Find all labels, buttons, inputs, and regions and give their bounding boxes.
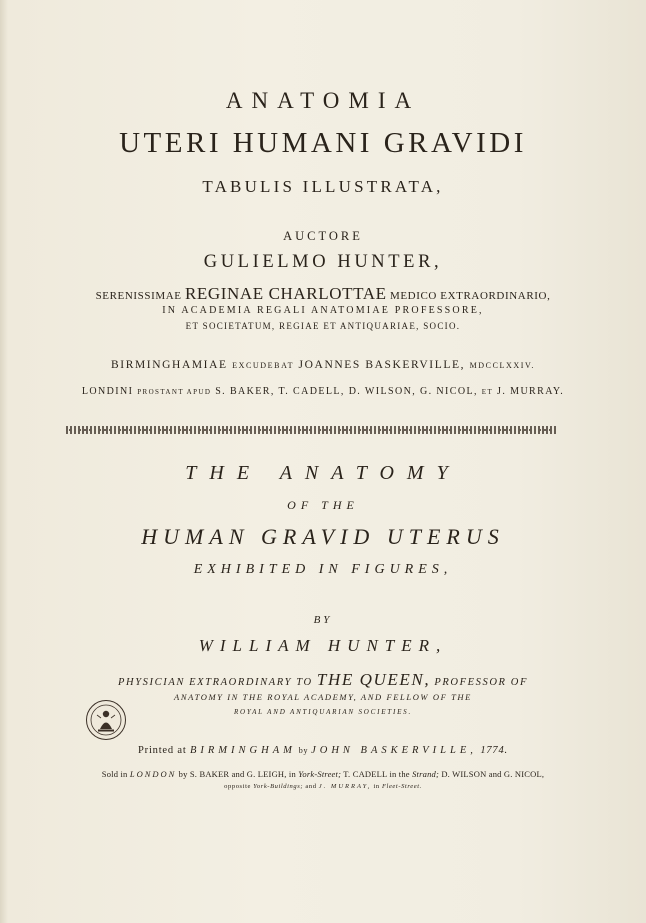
english-credential-part-3: PROFESSOR OF — [430, 677, 528, 688]
english-credential-line-1 — [0, 670, 646, 690]
library-stamp-icon — [86, 700, 126, 740]
latin-credential-part-1: SERENISSIMAE — [95, 290, 185, 302]
english-title-line-3: HUMAN GRAVID UTERUS — [141, 524, 505, 549]
english-credential-line-3: ROYAL AND ANTIQUARIAN SOCIETIES. — [233, 708, 413, 716]
latin-title-line-3: TABULIS ILLUSTRATA, — [202, 177, 444, 196]
english-credential-part-1: PHYSICIAN EXTRAORDINARY TO — [118, 677, 317, 688]
latin-auctore: AUCTORE — [283, 229, 363, 243]
english-imprint-place: BIRMINGHAM — [189, 745, 296, 756]
english-sellers-cadell: T. CADELL in the — [341, 769, 413, 779]
latin-credential-part-2: REGINAE CHARLOTTAE — [184, 284, 387, 303]
latin-sellers-verb: PROSTANT APUD — [137, 388, 212, 396]
english-sellers-names: by S. BAKER and G. LEIGH, in — [176, 769, 299, 779]
english-credential-line-2: ANATOMY IN THE ROYAL ACADEMY, AND FELLOW OF THE — [174, 692, 472, 702]
latin-title-line-1: ANATOMIA — [225, 88, 421, 113]
english-imprint-printed: Printed at — [138, 745, 190, 756]
english-york-buildings: York-Buildings; — [253, 783, 304, 790]
english-sellers-place: LONDON — [129, 769, 177, 779]
english-imprint-by: by — [295, 746, 312, 755]
english-and: and — [303, 783, 319, 790]
english-fleet-street: Fleet-Street. — [381, 783, 422, 790]
ornamental-rule — [66, 426, 556, 434]
latin-credential-line-1 — [0, 284, 646, 304]
latin-credential-line-3: ET SOCIETATUM, REGIAE ET ANTIQUARIAE, SOCIO. — [185, 321, 461, 331]
latin-title-line-2: UTERI HUMANI GRAVIDI — [119, 127, 527, 159]
english-title-line-4: EXHIBITED IN FIGURES, — [193, 562, 453, 577]
latin-credential-part-3: MEDICO EXTRAORDINARIO, — [386, 290, 551, 302]
english-credential-part-2: THE QUEEN, — [316, 670, 431, 689]
english-opposite: opposite — [224, 783, 254, 790]
latin-sellers-last: J. MURRAY. — [493, 386, 565, 397]
english-sellers — [0, 769, 646, 779]
english-title-line-1: THE ANATOMY — [185, 462, 461, 484]
english-title-line-2: OF THE — [287, 498, 359, 512]
latin-author: GULIELMO HUNTER, — [203, 252, 443, 272]
english-sellers-sold: Sold in — [101, 769, 130, 779]
english-murray: J. MURRAY, — [318, 783, 372, 790]
latin-sellers — [0, 386, 646, 397]
latin-imprint-place: BIRMINGHAMIAE — [111, 359, 233, 371]
latin-sellers-et: ET — [481, 388, 494, 396]
english-in: in — [371, 783, 382, 790]
english-sellers-line-2 — [0, 783, 646, 790]
latin-imprint-year: MDCCLXXIV. — [469, 361, 535, 370]
latin-imprint-verb: EXCUDEBAT — [232, 361, 295, 370]
english-author: WILLIAM HUNTER, — [198, 636, 448, 655]
english-by: BY — [313, 614, 333, 626]
latin-imprint — [0, 359, 646, 371]
english-imprint-printer: JOHN BASKERVILLE, — [311, 745, 477, 756]
english-imprint — [0, 745, 646, 756]
latin-imprint-printer: JOANNES BASKERVILLE, — [294, 359, 470, 371]
english-imprint-year: 1774. — [476, 745, 508, 756]
english-sellers-street-1: York-Street; — [298, 769, 342, 779]
latin-credential-line-2: IN ACADEMIA REGALI ANATOMIAE PROFESSORE, — [162, 305, 484, 316]
english-sellers-strand: Strand; — [412, 769, 439, 779]
latin-sellers-names: S. BAKER, T. CADELL, D. WILSON, G. NICOL, — [211, 386, 482, 397]
english-sellers-wilson: D. WILSON and G. NICOL, — [439, 769, 545, 779]
latin-sellers-place: LONDINI — [81, 386, 138, 397]
